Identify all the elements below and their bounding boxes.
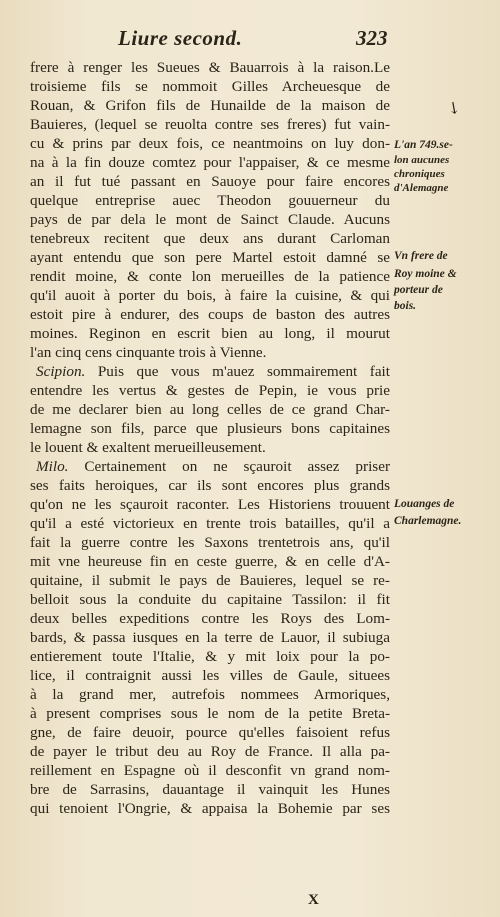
margin-mark-icon: ↘ bbox=[443, 97, 464, 120]
text-line: an il fut tué passant en Sauoye pour faire encores bbox=[30, 173, 390, 190]
text-line: deux belles expeditions contre les Roys des Lom- bbox=[30, 610, 390, 627]
text-line: bre de Sarrasins, dauantage il vainquit les Hunes bbox=[30, 781, 390, 798]
text-line: pays de par dela le mont de Sainct Claude. Aucuns bbox=[30, 211, 390, 228]
text-line: Certainement on ne sçauroit assez priser bbox=[84, 458, 390, 475]
text-line: lice, il contraignit aussi les villes de Gaule, situees bbox=[30, 667, 390, 684]
text-line: Puis que vous m'auez sommairement fait bbox=[97, 363, 390, 380]
text-line: na à la fin douze comtez pour l'appaiser, & ce mesme bbox=[30, 154, 390, 171]
text-line: qui tenoient l'Ongrie, & appaisa la Bohemie par ses bbox=[30, 800, 390, 817]
margin-note-line: chroniques bbox=[394, 168, 445, 180]
page-number: 323 bbox=[356, 26, 388, 50]
page-header bbox=[0, 26, 500, 52]
text-line: reillement en Espagne où il desconfit vn grand nom- bbox=[30, 762, 390, 779]
margin-note-line: Roy moine & bbox=[394, 268, 457, 280]
text-line: mit vne heureuse fin en ceste guerre, & en celle d'A- bbox=[30, 553, 390, 570]
text-line: rendit moine, & conte lon merueilles de la patience bbox=[30, 268, 390, 285]
text-line: tenebreux recitent que deux ans durant Carloman bbox=[30, 230, 390, 247]
margin-note-line: porteur de bbox=[394, 284, 443, 296]
text-line: frere à renger les Sueues & Bauarrois à la raison.Le bbox=[30, 59, 390, 76]
text-line: fait la guerre contre les Saxons trentetrois ans, qu'il bbox=[30, 534, 390, 551]
text-line: troisieme fils se nommoit Gilles Archeuesque de bbox=[30, 78, 390, 95]
signature-mark: X bbox=[308, 892, 319, 908]
margin-note-line: Charlemagne. bbox=[394, 515, 462, 527]
text-line: Rouan, & Grifon fils de Hunailde de la maison de bbox=[30, 97, 390, 114]
margin-note-line: bois. bbox=[394, 300, 417, 312]
text-line: de me declarer bien au long celles de ce grand Char- bbox=[30, 401, 390, 418]
margin-note-line: Louanges de bbox=[394, 498, 455, 510]
text-line: qu'il auoit à porter du bois, à faire la cuisine, & qui bbox=[30, 287, 390, 304]
text-line: l'an cinq cens cinquante trois à Vienne. bbox=[30, 344, 267, 361]
text-line: à la grand mer, autrefois nommees Armoriques, bbox=[30, 686, 390, 703]
text-line: cu & prins par deux fois, ce neantmoins on luy don- bbox=[30, 135, 390, 152]
text-line: quelque entreprise auec Theodon gouuerneur du bbox=[30, 192, 390, 209]
text-line: gne, de faire deuoir, pource qu'elles faisoient refus bbox=[30, 724, 390, 741]
margin-note-line: Vn frere de bbox=[394, 250, 448, 262]
text-line: bards, & passa iusques en la terre de Lauor, il subiuga bbox=[30, 629, 390, 646]
text-line: lemagne son fils, parce que plusieurs bons capitaines bbox=[30, 420, 390, 437]
text-line: à present comprises sous le nom de la petite Breta- bbox=[30, 705, 390, 722]
text-line: le louent & exaltent merueilleusement. bbox=[30, 439, 266, 456]
speaker-label: Milo. bbox=[36, 458, 69, 475]
text-line: quitaine, il submit le pays de Bauieres, lequel se re- bbox=[30, 572, 390, 589]
speaker-label: Scipion. bbox=[36, 363, 86, 380]
text-line: moines. Reginon en escrit bien au long, il mourut bbox=[30, 325, 390, 342]
text-line: belloit sous la conduite du capitaine Tassilon: il fit bbox=[30, 591, 390, 608]
margin-note-line: L'an 749.se- bbox=[394, 139, 453, 151]
speaker-line bbox=[36, 457, 390, 476]
margin-note-line: d'Alemagne bbox=[394, 182, 449, 194]
margin-note-line: lon aucunes bbox=[394, 154, 450, 166]
text-line: qu'on ne les sçauroit raconter. Les Historiens trouuent bbox=[30, 496, 390, 513]
text-line: ses faits heroiques, car ils sont encores plus grands bbox=[30, 477, 390, 494]
text-line: de payer le tribut deu au Roy de France. Il alla pa- bbox=[30, 743, 390, 760]
text-line: estoit pire à endurer, des coups de baston des autres bbox=[30, 306, 390, 323]
text-line: Bauieres, (lequel se reuolta contre ses freres) fut vain- bbox=[30, 116, 390, 133]
text-line: ayant entendu que son pere Martel estoit damné se bbox=[30, 249, 390, 266]
speaker-line bbox=[36, 362, 390, 381]
text-line: qu'il a esté victorieux en trente trois batailles, qu'il a bbox=[30, 515, 390, 532]
text-line: entierement toute l'Italie, & y mit loix pour la po- bbox=[30, 648, 390, 665]
text-line: entendre les vertus & gestes de Pepin, ie vous prie bbox=[30, 382, 390, 399]
running-title: Liure second. bbox=[118, 26, 243, 50]
